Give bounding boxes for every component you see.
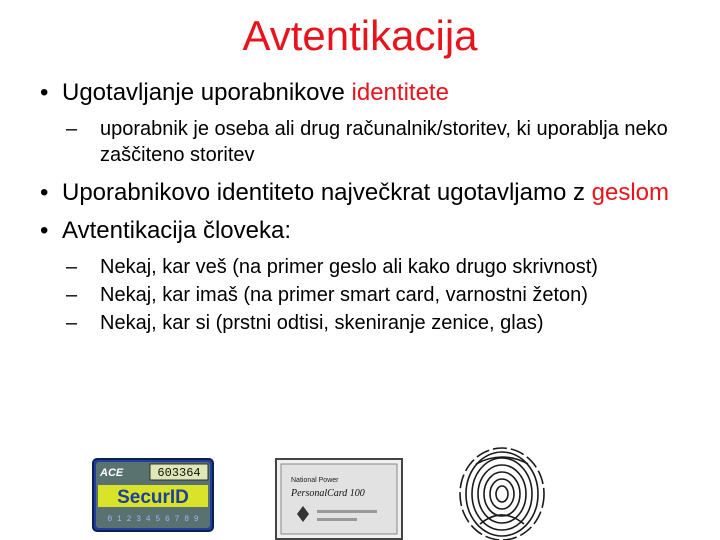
securid-logo: SecurID	[117, 487, 189, 508]
dash-marker: –	[66, 118, 78, 140]
dash-marker: –	[66, 284, 78, 306]
slide-title: Avtentikacija	[242, 12, 478, 59]
bullet-password	[38, 178, 708, 208]
dash-marker: –	[66, 312, 78, 334]
bullet-marker: •	[40, 179, 49, 206]
bullet-marker: •	[40, 217, 49, 244]
sub-bullet-text: Nekaj, kar imaš (na primer smart card, varnostni žeton)	[100, 284, 588, 306]
pc-card-label-top: National Power	[291, 477, 339, 484]
bullet-list	[38, 78, 708, 338]
bullet-highlight: identitete	[351, 79, 449, 106]
sub-bullet-user-definition	[38, 116, 708, 168]
bullet-identity	[38, 78, 708, 108]
bullet-text: Uporabnikovo identiteto največkrat ugotavljamo z	[62, 179, 592, 206]
sub-bullet-have	[38, 282, 708, 308]
sub-bullet-text: Nekaj, kar veš (na primer geslo ali kako drugo skrivnost)	[100, 256, 598, 278]
securid-display: 603364	[157, 466, 201, 480]
pc-card-label-main: PersonalCard 100	[291, 488, 365, 499]
securid-brand: ACE	[100, 467, 124, 479]
sub-bullet-text: Nekaj, kar si (prstni odtisi, skeniranje zenice, glas)	[100, 312, 544, 334]
bullet-human-auth	[38, 216, 708, 246]
securid-token-image	[92, 458, 214, 532]
bullet-marker: •	[40, 79, 49, 106]
bullet-highlight: geslom	[591, 179, 670, 206]
sub-bullet-text: uporabnik je oseba ali drug računalnik/storitev, ki uporablja neko zaščiteno storitev	[100, 118, 668, 166]
pc-card-image	[275, 458, 403, 540]
fingerprint-icon	[460, 448, 544, 540]
dash-marker: –	[66, 256, 78, 278]
sub-bullet-are	[38, 310, 708, 336]
sub-bullet-know	[38, 254, 708, 280]
fingerprint-image	[450, 444, 554, 540]
securid-keys: 0 1 2 3 4 5 6 7 8 9	[107, 515, 199, 524]
bullet-text: Ugotavljanje uporabnikove	[62, 79, 352, 106]
bullet-text: Avtentikacija človeka:	[62, 217, 292, 244]
